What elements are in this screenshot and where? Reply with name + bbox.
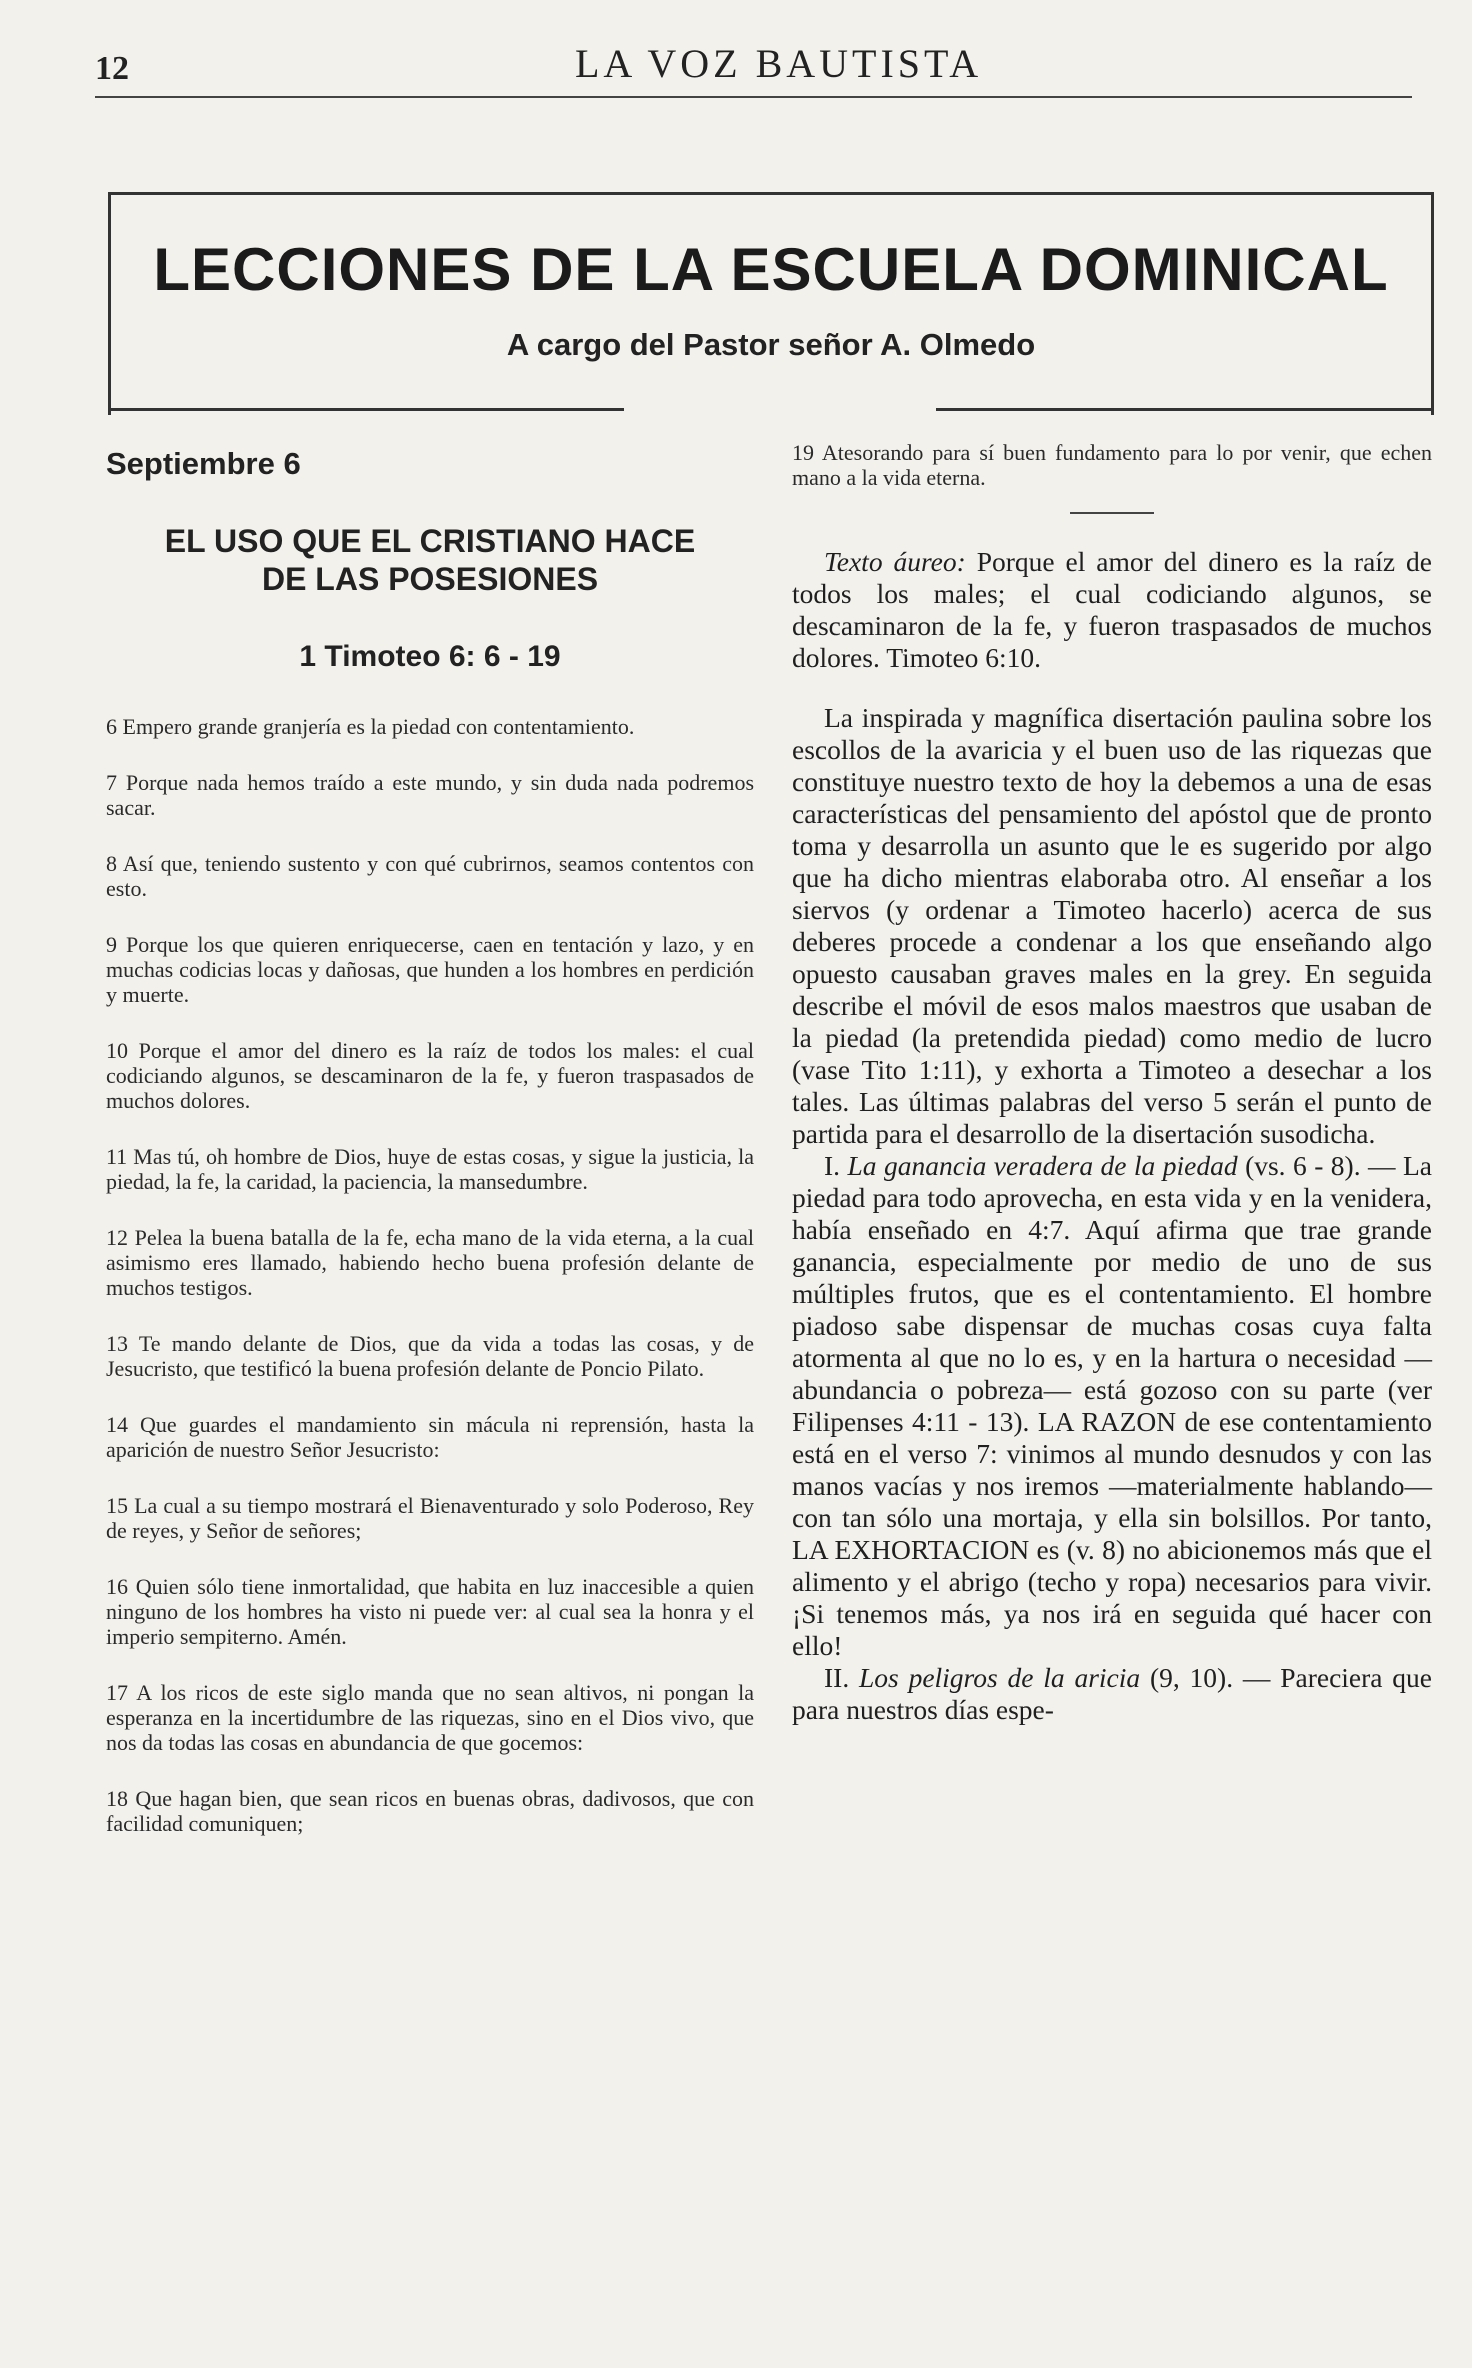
verse-12: 12 Pelea la buena batalla de la fe, echa mano de la vida eterna, a la cual asimismo eres llamado, habiendo hecho buena profesión delante de muchos testigos. xyxy=(106,1225,754,1300)
byline: A cargo del Pastor señor A. Olmedo xyxy=(506,327,1036,362)
section-1-text: (vs. 6 - 8). — La piedad para todo aprovecha, en esta vida y en la venidera, había enseñado en 4:7. Aquí afirma que trae grande ganancia, especialmente por medio de uno de sus múltiples frutos, que es el contentamiento. El hombre piadoso sabe dispensar de muchas cosas cuya falta atormenta al que no lo es, y en la hartura o necesidad —abundancia o pobreza— está gozoso con su parte (ver Filipenses 4:11 - 13). LA RAZON de ese contentamiento está en el verso 7: vinimos al mundo desnudos y con las manos vacías y nos iremos —materialmente hablando— con tan sólo una mortaja, y ella sin bolsillos. Por tanto, LA EXHORTACION es (v. 8) no abicionemos más que el alimento y el abrigo (techo y ropa) necesarios para vivir. ¡Si tenemos más, ya nos irá en seguida qué hacer con ello! xyxy=(792,1150,1432,1661)
verse-11: 11 Mas tú, oh hombre de Dios, huye de estas cosas, y sigue la justicia, la piedad, la fe, la caridad, la paciencia, la mansedumbre. xyxy=(106,1144,754,1194)
lesson-title-line-1: EL USO QUE EL CRISTIANO HACE xyxy=(164,523,696,559)
section-1-label: I. xyxy=(824,1150,841,1181)
verse-13: 13 Te mando delante de Dios, que da vida a todas las cosas, y de Jesucristo, que testificó la buena profesión delante de Poncio Pilato. xyxy=(106,1331,754,1381)
lesson-title xyxy=(106,522,754,598)
golden-text xyxy=(792,546,1432,674)
verse-7: 7 Porque nada hemos traído a este mundo, y sin duda nada podremos sacar. xyxy=(106,770,754,820)
left-column xyxy=(106,440,754,1867)
verse-6: 6 Empero grande granjería es la piedad con contentamiento. xyxy=(106,714,635,739)
section-1-title: La ganancia veradera de la piedad xyxy=(847,1150,1238,1181)
section-title: LECCIONES DE LA ESCUELA DOMINICAL xyxy=(153,236,1389,303)
header-rule xyxy=(95,96,1412,98)
verse-16: 16 Quien sólo tiene inmortalidad, que habita en luz inaccesible a quien ninguno de los hombres ha visto ni puede ver: al cual sea la honra y el imperio sempiterno. Amén. xyxy=(106,1574,754,1649)
verse-9: 9 Porque los que quieren enriquecerse, caen en tentación y lazo, y en muchas codicias locas y dañosas, que hunden a los hombres en perdición y muerte. xyxy=(106,932,754,1007)
section-2-label: II. xyxy=(824,1662,850,1693)
running-head xyxy=(95,22,1412,102)
banner-rule-right xyxy=(936,408,1431,411)
verse-19: 19 Atesorando para sí buen fundamento para lo por venir, que echen mano a la vida eterna. xyxy=(792,440,1432,490)
verse-8: 8 Así que, teniendo sustento y con qué cubrirnos, seamos contentos con esto. xyxy=(106,851,754,901)
journal-title: LA VOZ BAUTISTA xyxy=(575,41,983,86)
right-column xyxy=(792,440,1432,1726)
verse-10: 10 Porque el amor del dinero es la raíz de todos los males: el cual codiciando algunos, se descaminaron de la fe, y fueron traspasados de muchos dolores. xyxy=(106,1038,754,1113)
lesson-date: Septiembre 6 xyxy=(106,446,301,481)
golden-text-label: Texto áureo: xyxy=(824,546,966,577)
commentary-paragraph: La inspirada y magnífica disertación paulina sobre los escollos de la avaricia y el buen uso de las riquezas que constituye nuestro texto de hoy la debemos a una de esas características del pensamiento del apóstol que de pronto toma y desarrolla un asunto que le es sugerido por algo que ha dicho mientras elaboraba otro. Al enseñar a los siervos (y ordenar a Timoteo hacerlo) acerca de sus deberes procede a condenar a los que enseñando algo opuesto causaban graves males en la grey. En seguida describe el móvil de esos malos maestros que usaban de la piedad (la pretendida piedad) como medio de lucro (vase Tito 1:11), y exhorta a Timoteo a desechar a los tales. Las últimas palabras del verso 5 serán el punto de partida para el desarrollo de la disertación susodicha. xyxy=(792,702,1432,1149)
section-separator xyxy=(1070,512,1154,514)
lesson-title-line-2: DE LAS POSESIONES xyxy=(261,561,599,597)
banner-rule-left xyxy=(108,408,624,411)
verse-15: 15 La cual a su tiempo mostrará el Bienaventurado y solo Poderoso, Rey de reyes, y Señor de señores; xyxy=(106,1493,754,1543)
section-2-text: (9, 10). — Pareciera que para nuestros días espe- xyxy=(792,1662,1433,1725)
page-number: 12 xyxy=(95,50,129,87)
section-2-title: Los peligros de la aricia xyxy=(859,1662,1141,1693)
title-banner xyxy=(108,192,1434,415)
scripture-reference: 1 Timoteo 6: 6 - 19 xyxy=(299,640,561,673)
verse-14: 14 Que guardes el mandamiento sin mácula ni reprensión, hasta la aparición de nuestro Señor Jesucristo: xyxy=(106,1412,754,1462)
golden-text-body: Porque el amor del dinero es la raíz de todos los males; el cual codiciando algunos, se descaminaron de la fe, y fueron traspasados de muchos dolores. Timoteo 6:10. xyxy=(792,546,1433,673)
verse-18: 18 Que hagan bien, que sean ricos en buenas obras, dadivosos, que con facilidad comuniquen; xyxy=(106,1786,754,1836)
section-2 xyxy=(792,1662,1432,1726)
section-1 xyxy=(792,1150,1432,1662)
verse-17: 17 A los ricos de este siglo manda que no sean altivos, ni pongan la esperanza en la incertidumbre de las riquezas, sino en el Dios vivo, que nos da todas las cosas en abundancia de que gocemos: xyxy=(106,1680,754,1755)
